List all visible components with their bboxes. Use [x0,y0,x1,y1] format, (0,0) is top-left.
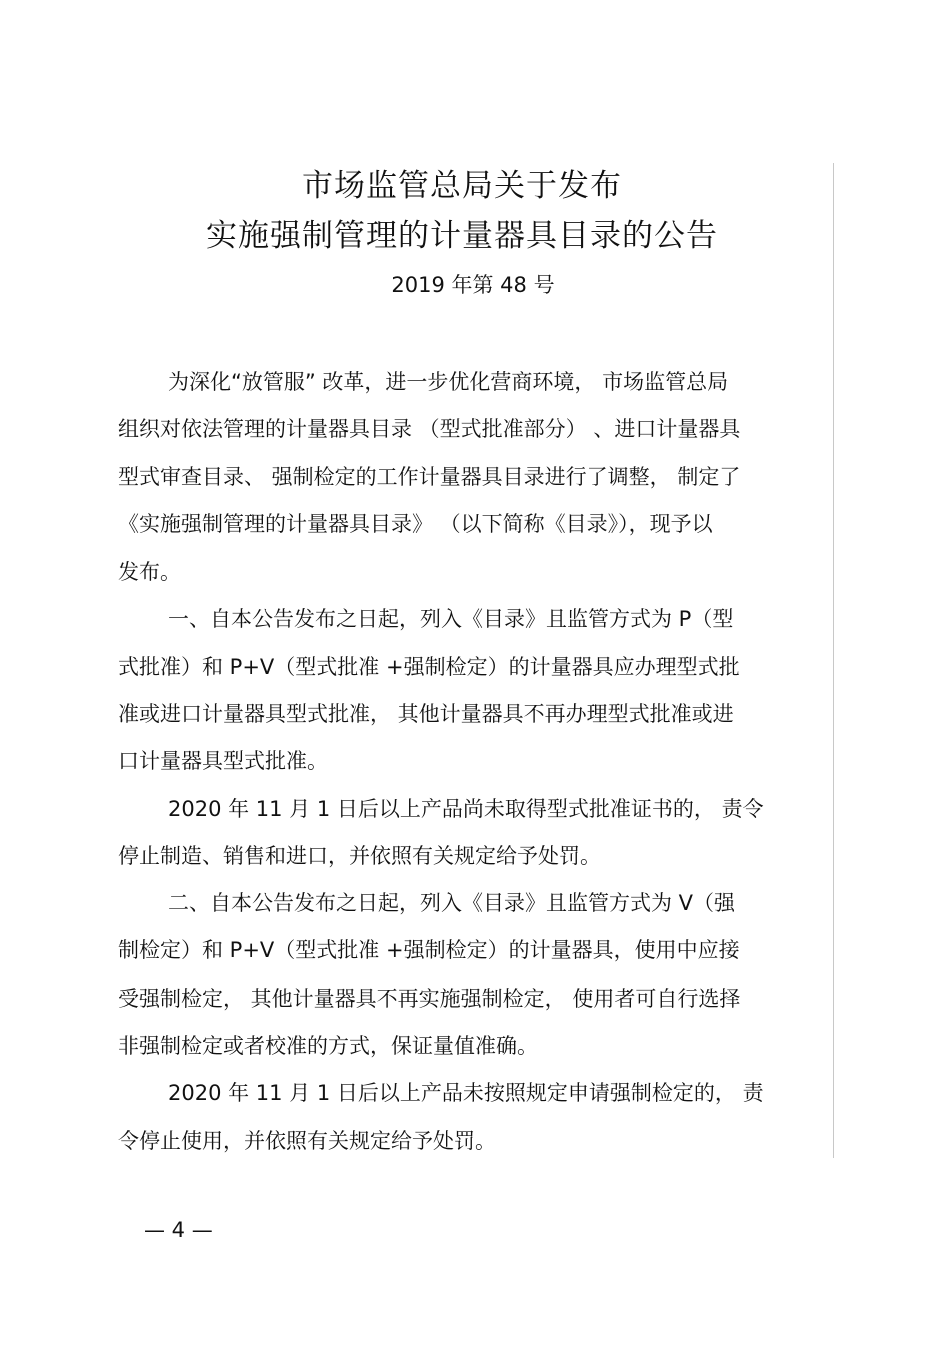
document-number: 2019 年第 48 号 [391,273,555,297]
body-line: 口计量器具型式批准。 [118,749,328,773]
body-line: 非强制检定或者校准的方式，保证量值准确。 [118,1034,538,1058]
body-line: 组织对依法管理的计量器具目录 （型式批准部分） 、进口计量器具 [118,417,741,441]
body-line: 为深化“放管服” 改革，进一步优化营商环境， 市场监管总局 [168,370,729,394]
body-line: 型式审查目录、 强制检定的工作计量器具目录进行了调整， 制定了 [118,465,741,489]
page-edge-rule [833,163,834,1158]
page-number: — 4 — [144,1218,213,1242]
body-line: 制检定）和 P+V（型式批准 +强制检定）的计量器具，使用中应接 [118,938,740,962]
body-line: 一、自本公告发布之日起，列入《目录》且监管方式为 P（型 [168,607,734,631]
body-line: 《实施强制管理的计量器具目录》 （以下简称《目录》），现予以 [118,512,713,536]
body-line: 发布。 [118,560,181,584]
body-line: 式批准）和 P+V（型式批准 +强制检定）的计量器具应办理型式批 [118,655,740,679]
body-line: 2020 年 11 月 1 日后以上产品未按照规定申请强制检定的， 责 [168,1081,764,1105]
title-line-2: 实施强制管理的计量器具目录的公告 [206,218,718,254]
body-line: 受强制检定， 其他计量器具不再实施强制检定， 使用者可自行选择 [118,987,741,1011]
body-line: 准或进口计量器具型式批准， 其他计量器具不再办理型式批准或进 [118,702,734,726]
title-line-1: 市场监管总局关于发布 [302,168,622,204]
body-line: 令停止使用，并依照有关规定给予处罚。 [118,1129,496,1153]
body-line: 二、自本公告发布之日起，列入《目录》且监管方式为 V（强 [168,891,736,915]
body-line: 停止制造、销售和进口，并依照有关规定给予处罚。 [118,844,601,868]
body-line: 2020 年 11 月 1 日后以上产品尚未取得型式批准证书的， 责令 [168,797,764,821]
